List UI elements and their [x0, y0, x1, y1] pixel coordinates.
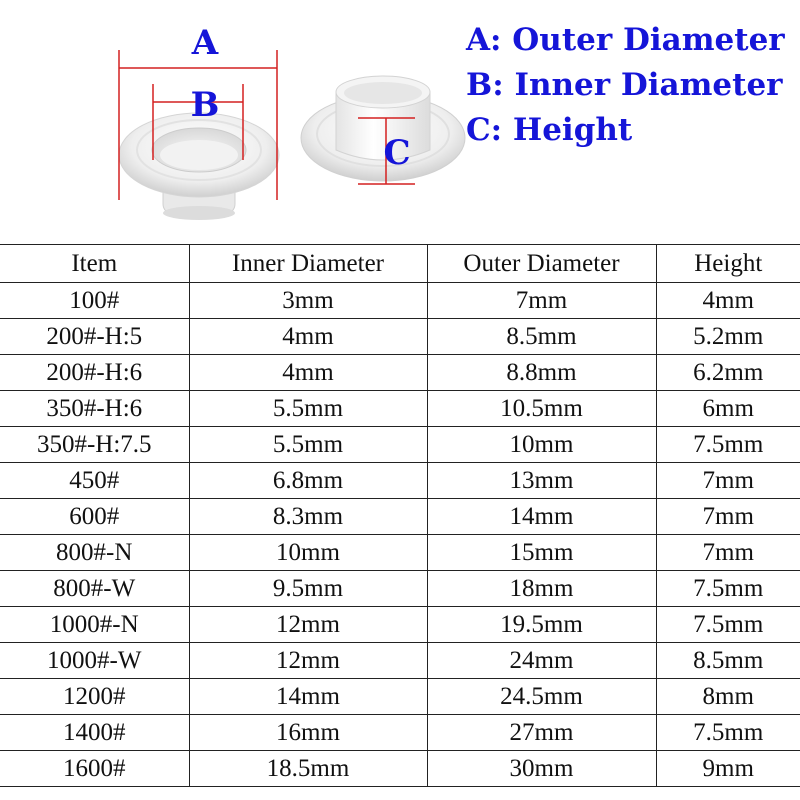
header-height: Height	[656, 245, 800, 283]
cell-outer-diameter: 15mm	[427, 535, 656, 571]
cell-height: 7mm	[656, 535, 800, 571]
cell-height: 8.5mm	[656, 643, 800, 679]
cell-item: 800#-W	[0, 571, 189, 607]
cell-height: 7.5mm	[656, 427, 800, 463]
cell-outer-diameter: 19.5mm	[427, 607, 656, 643]
cell-item: 350#-H:7.5	[0, 427, 189, 463]
cell-item: 450#	[0, 463, 189, 499]
table-row	[0, 571, 800, 607]
table-row	[0, 643, 800, 679]
cell-item: 1400#	[0, 715, 189, 751]
header-outer-diameter: Outer Diameter	[427, 245, 656, 283]
cell-inner-diameter: 16mm	[189, 715, 427, 751]
header-inner-diameter: Inner Diameter	[189, 245, 427, 283]
cell-inner-diameter: 12mm	[189, 643, 427, 679]
cell-height: 5.2mm	[656, 319, 800, 355]
cell-item: 1000#-W	[0, 643, 189, 679]
table-header-row	[0, 245, 800, 283]
table-row	[0, 463, 800, 499]
legend-outer-diameter: A: Outer Diameter	[466, 22, 785, 58]
label-c: C	[383, 133, 411, 173]
cell-outer-diameter: 18mm	[427, 571, 656, 607]
table-row	[0, 427, 800, 463]
cell-inner-diameter: 4mm	[189, 319, 427, 355]
cell-inner-diameter: 6.8mm	[189, 463, 427, 499]
cell-height: 4mm	[656, 283, 800, 319]
grommet-top-view	[119, 113, 279, 220]
legend-inner-diameter: B: Inner Diameter	[466, 67, 783, 103]
cell-outer-diameter: 27mm	[427, 715, 656, 751]
cell-item: 100#	[0, 283, 189, 319]
label-b: B	[190, 85, 220, 125]
cell-item: 200#-H:5	[0, 319, 189, 355]
cell-item: 1600#	[0, 751, 189, 787]
cell-item: 1000#-N	[0, 607, 189, 643]
cell-item: 350#-H:6	[0, 391, 189, 427]
cell-height: 9mm	[656, 751, 800, 787]
cell-outer-diameter: 14mm	[427, 499, 656, 535]
table-row	[0, 355, 800, 391]
cell-inner-diameter: 18.5mm	[189, 751, 427, 787]
cell-height: 7.5mm	[656, 607, 800, 643]
cell-outer-diameter: 7mm	[427, 283, 656, 319]
spec-table	[0, 244, 800, 787]
table-row	[0, 391, 800, 427]
dimension-legend	[466, 18, 785, 153]
header-item: Item	[0, 245, 189, 283]
cell-inner-diameter: 14mm	[189, 679, 427, 715]
table-row	[0, 535, 800, 571]
cell-height: 7mm	[656, 463, 800, 499]
cell-height: 7.5mm	[656, 571, 800, 607]
cell-height: 6mm	[656, 391, 800, 427]
cell-height: 7mm	[656, 499, 800, 535]
cell-item: 600#	[0, 499, 189, 535]
cell-height: 7.5mm	[656, 715, 800, 751]
table-row	[0, 499, 800, 535]
table-row	[0, 283, 800, 319]
cell-height: 8mm	[656, 679, 800, 715]
cell-outer-diameter: 24mm	[427, 643, 656, 679]
cell-outer-diameter: 30mm	[427, 751, 656, 787]
cell-outer-diameter: 10mm	[427, 427, 656, 463]
cell-inner-diameter: 4mm	[189, 355, 427, 391]
label-a: A	[191, 23, 219, 63]
table-row	[0, 751, 800, 787]
cell-outer-diameter: 13mm	[427, 463, 656, 499]
cell-outer-diameter: 8.5mm	[427, 319, 656, 355]
cell-inner-diameter: 8.3mm	[189, 499, 427, 535]
cell-item: 1200#	[0, 679, 189, 715]
cell-outer-diameter: 10.5mm	[427, 391, 656, 427]
cell-item: 200#-H:6	[0, 355, 189, 391]
cell-inner-diameter: 3mm	[189, 283, 427, 319]
table-row	[0, 715, 800, 751]
table-row	[0, 319, 800, 355]
cell-height: 6.2mm	[656, 355, 800, 391]
cell-inner-diameter: 10mm	[189, 535, 427, 571]
cell-outer-diameter: 24.5mm	[427, 679, 656, 715]
table-row	[0, 679, 800, 715]
legend-height: C: Height	[466, 112, 633, 148]
cell-item: 800#-N	[0, 535, 189, 571]
cell-inner-diameter: 5.5mm	[189, 427, 427, 463]
cell-inner-diameter: 9.5mm	[189, 571, 427, 607]
cell-outer-diameter: 8.8mm	[427, 355, 656, 391]
table-row	[0, 607, 800, 643]
cell-inner-diameter: 12mm	[189, 607, 427, 643]
cell-inner-diameter: 5.5mm	[189, 391, 427, 427]
